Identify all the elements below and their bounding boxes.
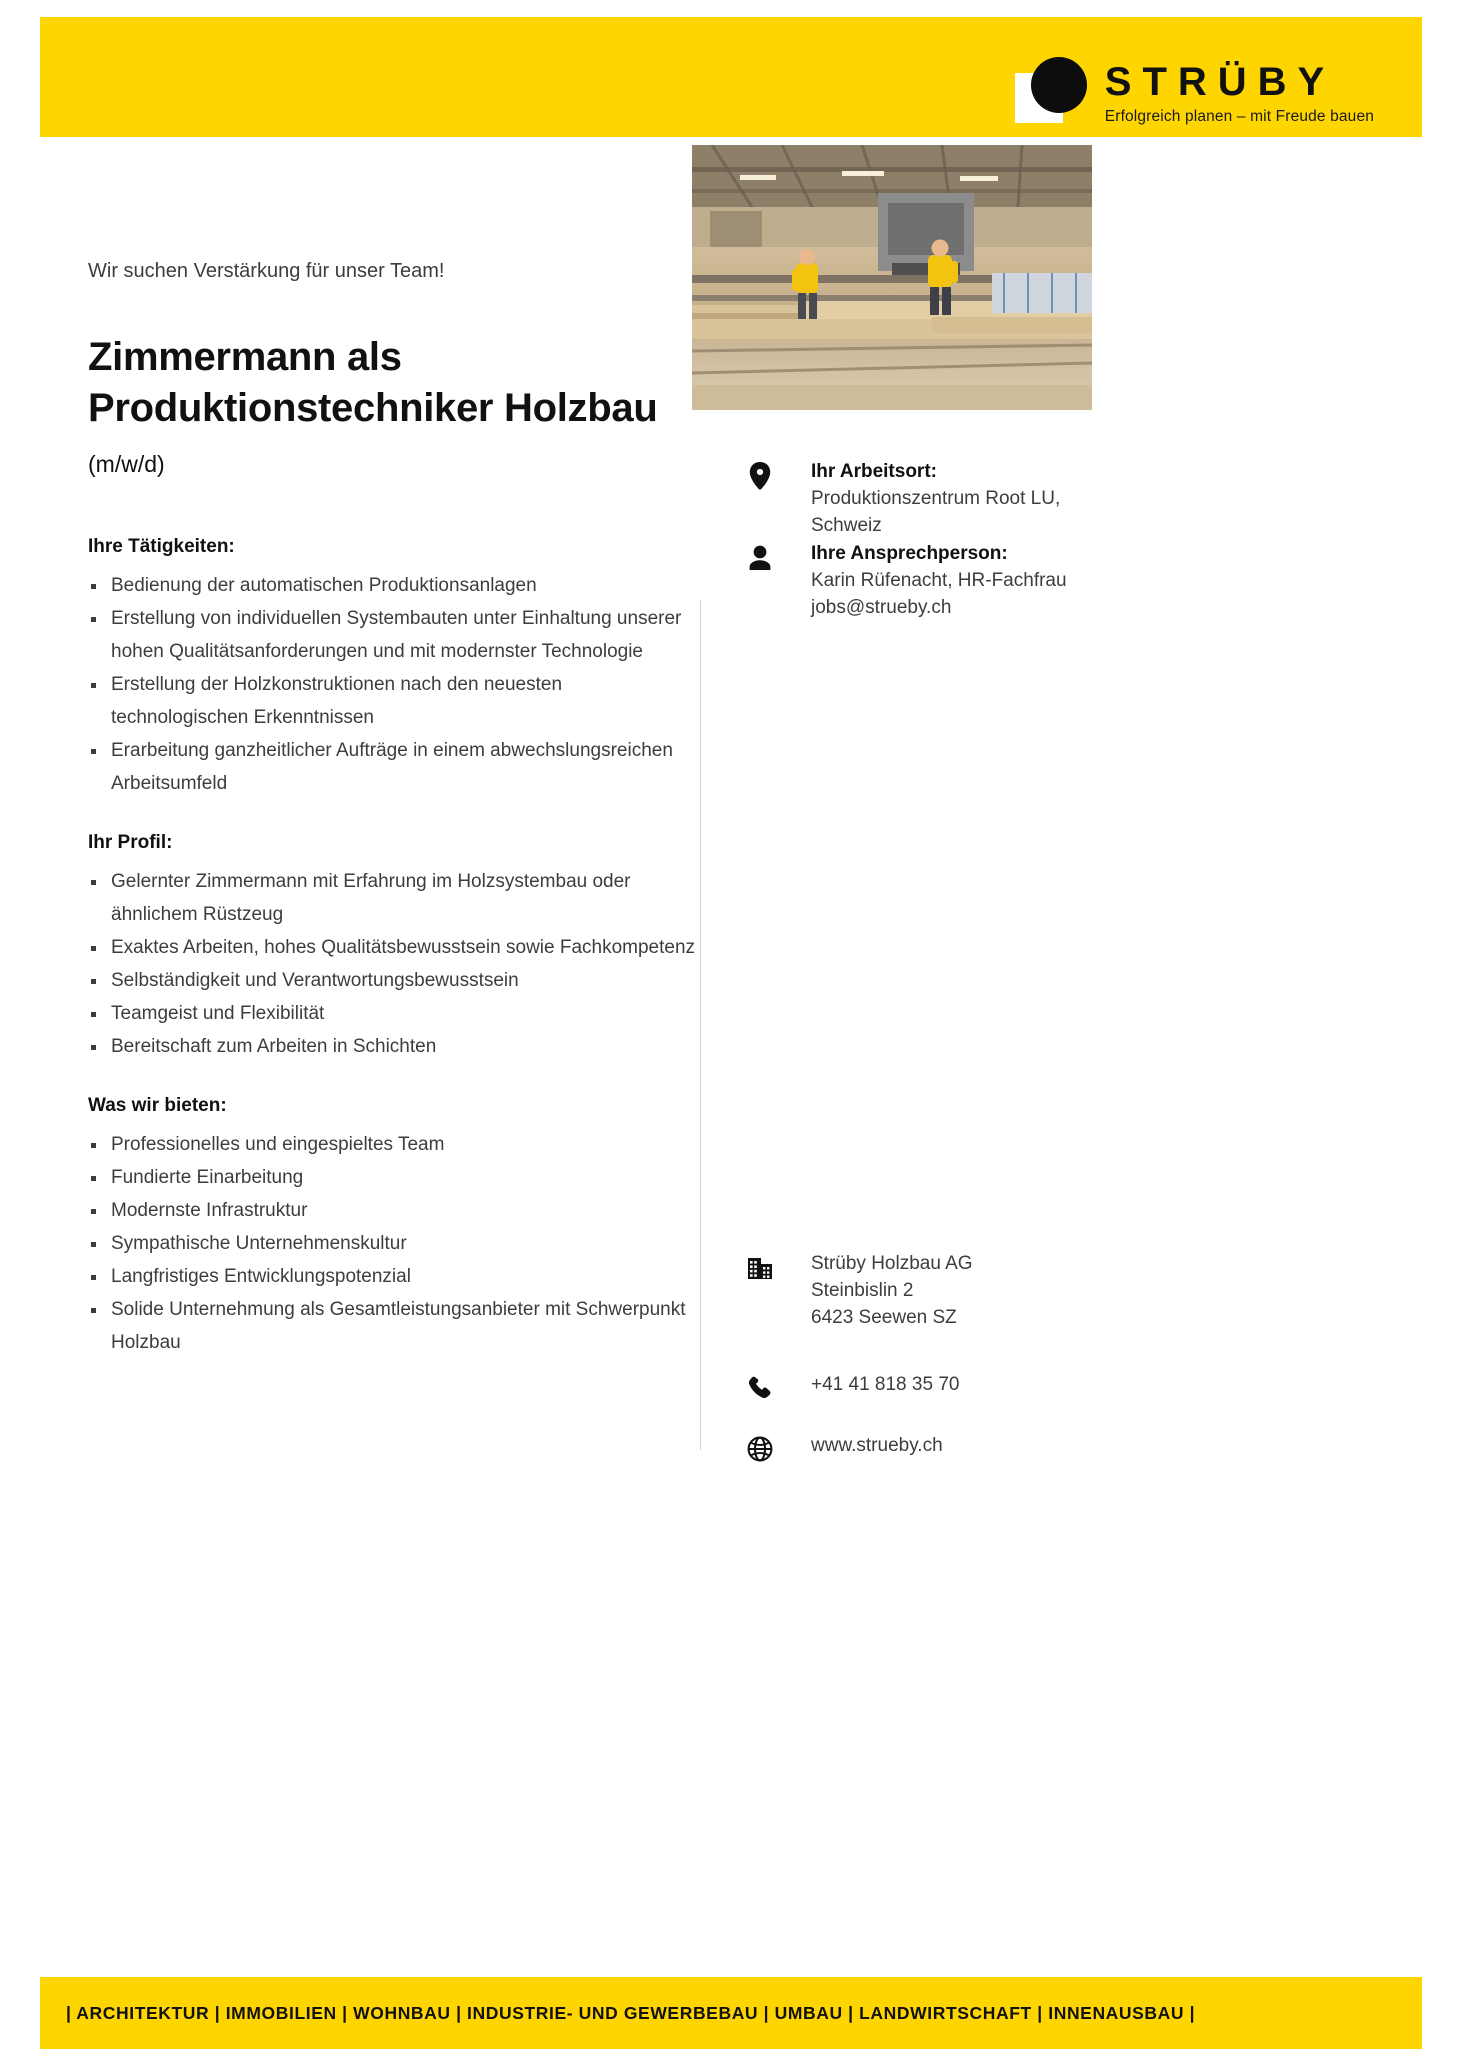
logo-wordmark: STRÜBY bbox=[1104, 60, 1336, 104]
company-website-row bbox=[745, 1432, 1165, 1459]
header-band bbox=[40, 17, 1422, 137]
list-item: Bedienung der automatischen Produktionsanlagen bbox=[88, 569, 698, 602]
page-title bbox=[88, 332, 698, 490]
list-item: Teamgeist und Flexibilität bbox=[88, 997, 698, 1030]
company-website[interactable]: www.strueby.ch bbox=[811, 1435, 943, 1456]
location-pin-icon bbox=[745, 461, 775, 491]
company-address-row bbox=[745, 1250, 1165, 1331]
bullet-list bbox=[88, 1128, 698, 1359]
list-item: Professionelles und eingespieltes Team bbox=[88, 1128, 698, 1161]
workplace-row bbox=[745, 458, 1165, 539]
list-item: Modernste Infrastruktur bbox=[88, 1194, 698, 1227]
column-divider bbox=[700, 600, 701, 1450]
contact-person-row bbox=[745, 540, 1165, 621]
section-taetigkeiten bbox=[88, 534, 698, 800]
workplace-line2: Schweiz bbox=[811, 515, 882, 536]
kicker-text: Wir suchen Verstärkung für unser Team! bbox=[88, 260, 445, 282]
company-city: 6423 Seewen SZ bbox=[811, 1307, 957, 1328]
list-item: Solide Unternehmung als Gesamtleistungsanbieter mit Schwerpunkt Holzbau bbox=[88, 1293, 698, 1359]
phone-icon bbox=[745, 1373, 775, 1403]
company-contact-block bbox=[745, 1250, 1165, 1485]
building-icon bbox=[745, 1252, 775, 1282]
workplace-title: Ihr Arbeitsort: bbox=[811, 461, 937, 482]
company-logo bbox=[1015, 55, 1374, 127]
job-title-line1: Zimmermann als bbox=[88, 335, 402, 379]
contact-person-email[interactable]: jobs@strueby.ch bbox=[811, 597, 952, 618]
main-content-column bbox=[88, 258, 698, 1389]
contact-person-info bbox=[745, 540, 1165, 621]
job-title-line2: Produktionstechniker Holzbau bbox=[88, 386, 658, 430]
workplace-line1: Produktionszentrum Root LU, bbox=[811, 488, 1061, 509]
bullet-list bbox=[88, 569, 698, 800]
list-item: Erstellung der Holzkonstruktionen nach den neuesten technologischen Erkenntnissen bbox=[88, 668, 698, 734]
job-title-suffix: (m/w/d) bbox=[88, 451, 165, 477]
footer-band bbox=[40, 1977, 1422, 2049]
section-heading: Ihre Tätigkeiten: bbox=[88, 536, 235, 557]
workshop-photo bbox=[692, 145, 1092, 410]
company-phone[interactable]: +41 41 818 35 70 bbox=[811, 1374, 960, 1395]
section-heading: Ihr Profil: bbox=[88, 832, 173, 853]
list-item: Langfristiges Entwicklungspotenzial bbox=[88, 1260, 698, 1293]
company-name: Strüby Holzbau AG bbox=[811, 1253, 973, 1274]
contact-person-name: Karin Rüfenacht, HR-Fachfrau bbox=[811, 570, 1067, 591]
list-item: Selbständigkeit und Verantwortungsbewusstsein bbox=[88, 964, 698, 997]
section-profil bbox=[88, 830, 698, 1063]
contact-person-title: Ihre Ansprechperson: bbox=[811, 543, 1008, 564]
bullet-list bbox=[88, 865, 698, 1063]
list-item: Fundierte Einarbeitung bbox=[88, 1161, 698, 1194]
list-item: Gelernter Zimmermann mit Erfahrung im Holzsystembau oder ähnlichem Rüstzeug bbox=[88, 865, 698, 931]
workplace-info bbox=[745, 458, 1165, 539]
section-heading: Was wir bieten: bbox=[88, 1095, 227, 1116]
list-item: Erarbeitung ganzheitlicher Aufträge in einem abwechslungsreichen Arbeitsumfeld bbox=[88, 734, 698, 800]
company-phone-row bbox=[745, 1371, 1165, 1398]
footer-services-text: | ARCHITEKTUR | IMMOBILIEN | WOHNBAU | INDUSTRIE- UND GEWERBEBAU | UMBAU | LANDWIRTSCHAFT | INNENAUSBAU | bbox=[66, 2002, 1196, 2023]
list-item: Exaktes Arbeiten, hohes Qualitätsbewusstsein sowie Fachkompetenz bbox=[88, 931, 698, 964]
list-item: Sympathische Unternehmenskultur bbox=[88, 1227, 698, 1260]
list-item: Bereitschaft zum Arbeiten in Schichten bbox=[88, 1030, 698, 1063]
workshop-photo-illustration bbox=[692, 145, 1092, 410]
logo-tagline: Erfolgreich planen – mit Freude bauen bbox=[1104, 108, 1374, 125]
section-was-wir-bieten bbox=[88, 1093, 698, 1359]
strueby-logo-mark-icon bbox=[1015, 57, 1089, 123]
logo-circle-shape bbox=[1031, 57, 1087, 113]
logo-text-group bbox=[1105, 55, 1374, 127]
company-street: Steinbislin 2 bbox=[811, 1280, 914, 1301]
list-item: Erstellung von individuellen Systembauten unter Einhaltung unserer hohen Qualitätsanforderungen und mit modernster Technologie bbox=[88, 602, 698, 668]
person-icon bbox=[745, 543, 775, 573]
globe-icon bbox=[745, 1434, 775, 1464]
